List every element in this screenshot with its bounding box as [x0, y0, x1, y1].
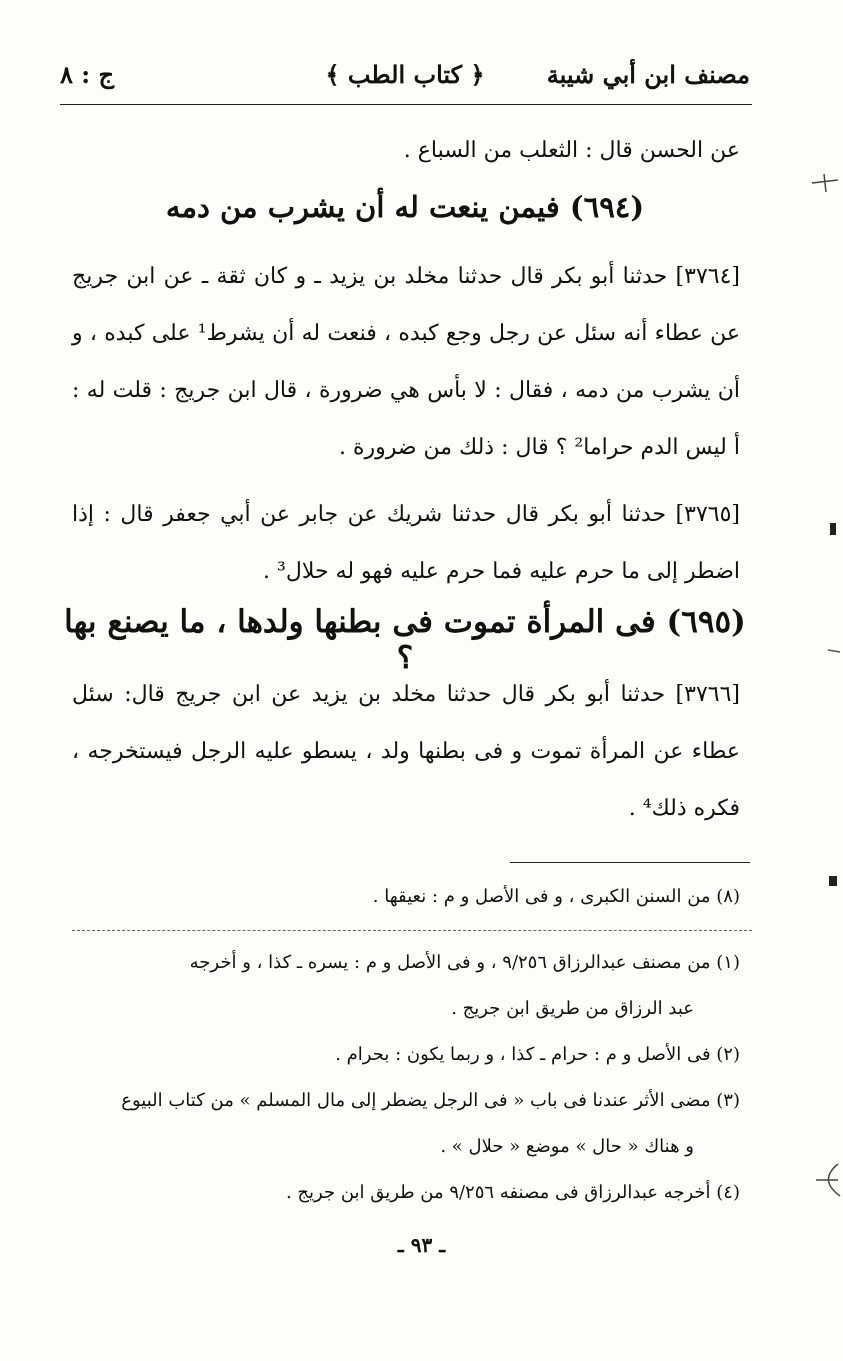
- footnote-item: (٣) مضى الأثر عندنا فى باب « فى الرجل يضطر إلى مال المسلم » من كتاب البيوع و هناك « حال » موضع « حلال » .: [121, 1090, 740, 1157]
- hadith-3766: [٣٧٦٦] حدثنا أبو بكر قال حدثنا مخلد بن يزيد عن ابن جريج قال: سئل عطاء عن المرأة تموت و فى بطنها ولد ، يسطو عليه الرجل فيستخرجه ، فكره ذلك⁴ .: [72, 682, 740, 821]
- section-heading-695: (٦٩٥) فى المرأة تموت فى بطنها ولدها ، ما يصنع بها ؟: [64, 604, 746, 676]
- footnotes-list: [72, 940, 740, 1216]
- margin-mark: [826, 872, 840, 892]
- page-number: ـ ٩٣ ـ: [397, 1233, 446, 1257]
- volume-number: ج : ٨: [60, 60, 114, 89]
- intro-line: عن الحسن قال : الثعلب من السباع .: [403, 138, 740, 163]
- margin-mark: [826, 640, 842, 660]
- hadith-3764: [٣٧٦٤] حدثنا أبو بكر قال حدثنا مخلد بن يزيد ـ و كان ثقة ـ عن ابن جريج عن عطاء أنه سئل عن رجل وجع كبده ، فنعت له أن يشرط¹ على كبده ، و أن يشرب من دمه ، فقال : لا بأس هي ضرورة ، قال ابن جريج : قلت له : أ ليس الدم حراما² ؟ قال : ذلك من ضرورة .: [72, 264, 740, 460]
- footnote-rule: [510, 862, 750, 863]
- hadith-3765: [٣٧٦٥] حدثنا أبو بكر قال حدثنا شريك عن جابر عن أبي جعفر قال : إذا اضطر إلى ما حرم عليه فما حرم عليه فهو له حلال³ .: [72, 502, 740, 584]
- margin-mark: [810, 168, 840, 198]
- footnote-divider: [72, 930, 752, 931]
- footnote-item: (١) من مصنف عبدالرزاق ٩/٢٥٦ ، و فى الأصل و م : يسره ـ كذا ، و أخرجه عبد الرزاق من طريق ابن جريج .: [189, 952, 740, 1019]
- header-rule: [60, 104, 752, 105]
- running-header: [60, 52, 750, 102]
- margin-mark: [828, 520, 840, 540]
- footnote-item: (٤) أخرجه عبدالرزاق فى مصنفه ٩/٢٥٦ من طريق ابن جريج .: [285, 1182, 740, 1203]
- book-title: مصنف ابن أبي شيبة: [546, 60, 750, 89]
- section-heading-694: (٦٩٤) فيمن ينعت له أن يشرب من دمه: [165, 190, 645, 224]
- footnote-continued: (٨) من السنن الكبرى ، و فى الأصل و م : نعيقها .: [372, 886, 740, 907]
- footnote-item: (٢) فى الأصل و م : حرام ـ كذا ، و ربما يكون : بحرام .: [335, 1044, 740, 1065]
- chapter-title: ﴿ كتاب الطب ﴾: [325, 60, 485, 89]
- margin-mark: [812, 1160, 842, 1200]
